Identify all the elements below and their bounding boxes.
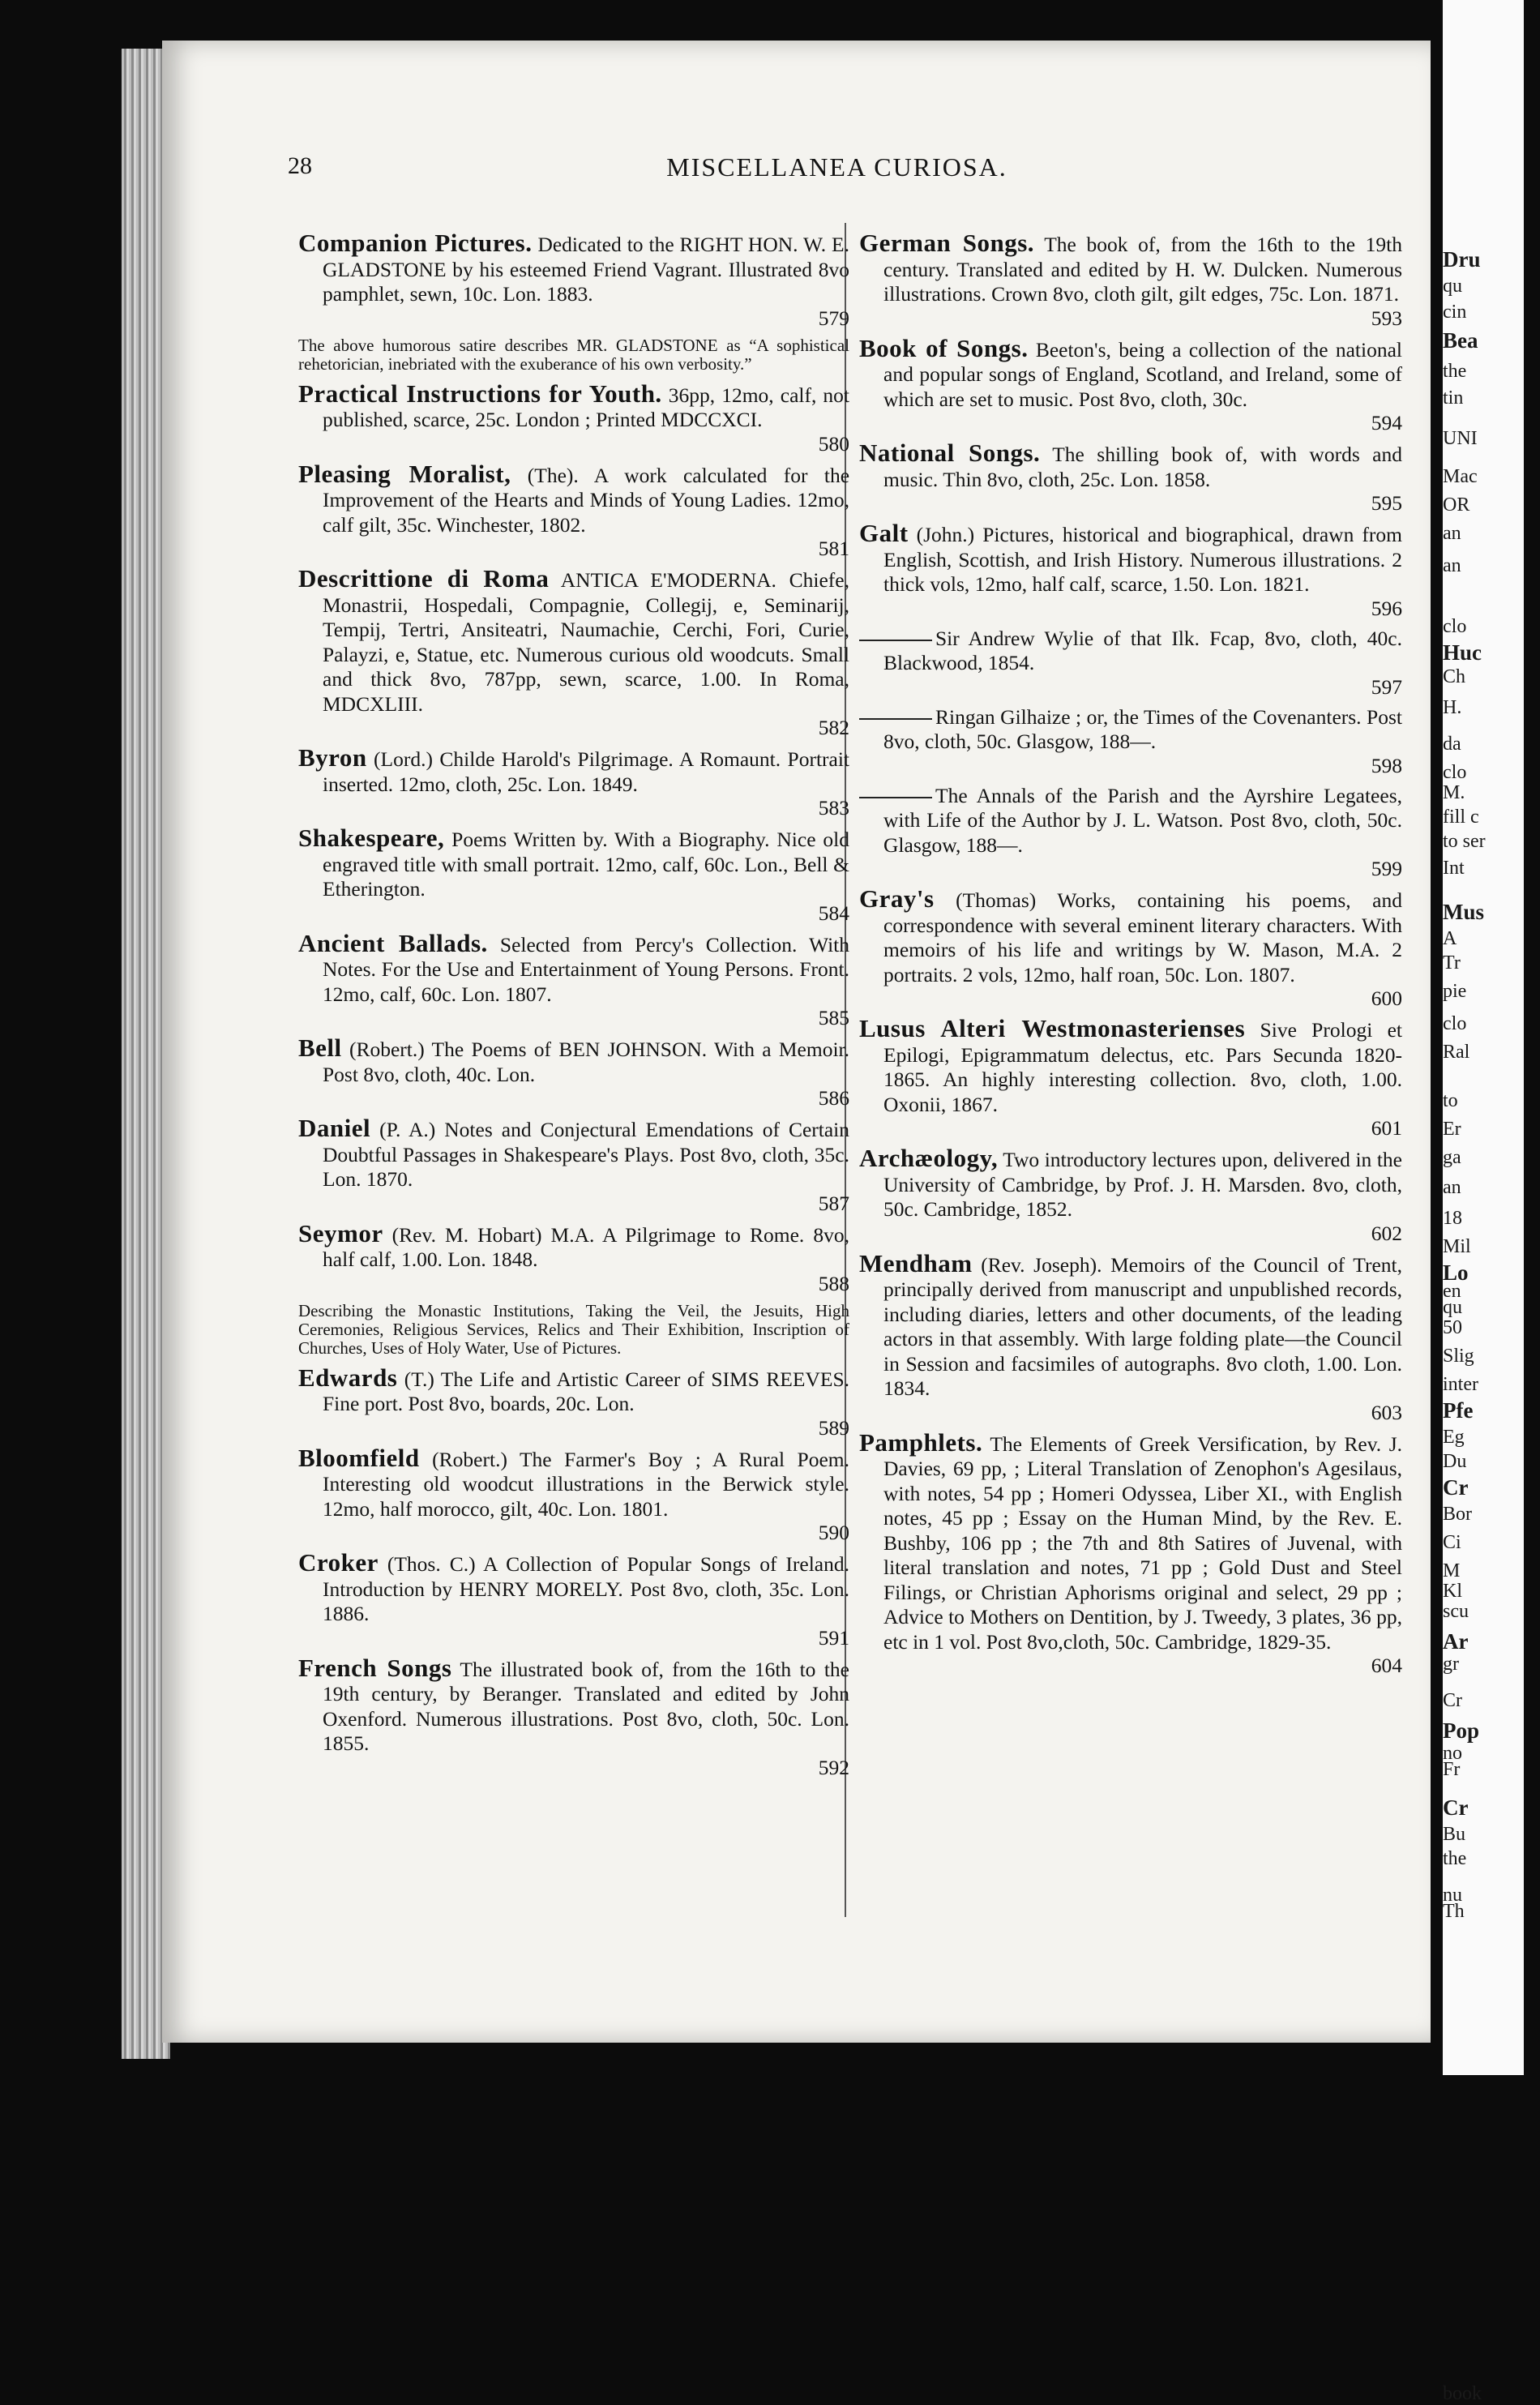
entry-text: Poems Written by. With a Biography. Nice old engraved title with small portrait. 12mo, calf, 60c. Lon., Bell & Etherington. bbox=[323, 828, 850, 901]
next-page-fragment: an bbox=[1443, 555, 1461, 576]
entry-heading: Shakespeare, bbox=[298, 824, 445, 852]
entry-text: The shilling book of, with words and music. Thin 8vo, cloth, 25c. Lon. 1858. bbox=[883, 443, 1402, 491]
entry-text: (T.) The Life and Artistic Career of SIMS REEVES. Fine port. Post 8vo, boards, 20c. Lon. bbox=[323, 1367, 849, 1415]
catalog-entry bbox=[859, 231, 1402, 329]
catalog-entry bbox=[298, 564, 849, 739]
entry-heading: Mendham bbox=[859, 1248, 973, 1277]
next-page-fragment: Eg bbox=[1443, 1427, 1465, 1448]
catalog-entry bbox=[298, 1548, 849, 1650]
catalog-entry bbox=[859, 521, 1402, 619]
entry-heading: Edwards bbox=[298, 1363, 398, 1392]
entry-text: Dedicated to the RIGHT HON. W. E. GLADSTONE by his esteemed Friend Vagrant. Illustrated 8vo pamphlet, sewn, 10c. Lon. 1883. bbox=[323, 233, 849, 306]
entry-text: ANTICA E'MODERNA. Chiefe, Monastrii, Hospedali, Compagnie, Collegij, e, Seminarij, Tempij, Tertri, Ansiteatri, Naumachie, Cerchi, Fori, Curie, Palayzi, e, Statue, etc. Numerous curious old woodcuts. Small and thick 8vo, 787pp, sewn, scarce, 1.00. In Roma, MDCXLIII. bbox=[323, 568, 849, 716]
next-page-fragment: Tr bbox=[1443, 952, 1461, 974]
page-header bbox=[288, 152, 1386, 193]
entry-text: (Rev. Joseph). Memoirs of the Council of Trent, principally derived from manuscript and unpublished records, including diaries, letters and other documents, of the leading actors in that assembly. With large folding plate—the Council in Session and facsimiles of autographs. 8vo cloth, 1.00. Lon. 1834. bbox=[883, 1252, 1402, 1400]
entry-number: 579 bbox=[818, 306, 849, 330]
entry-heading: Pleasing Moralist, bbox=[298, 459, 511, 488]
next-page-fragment: tin bbox=[1443, 387, 1464, 409]
entry-heading: National Songs. bbox=[859, 439, 1041, 467]
left-column bbox=[298, 231, 849, 1786]
next-page-fragment: the bbox=[1443, 1848, 1467, 1869]
next-page-edge bbox=[1443, 0, 1524, 2404]
catalog-entry bbox=[859, 627, 1402, 698]
entry-text: Two introductory lectures upon, delivered in the University of Cambridge, by Prof. J. H. Marsden. 8vo, cloth, 50c. Cambridge, 1852. bbox=[883, 1148, 1402, 1221]
next-page-fragment: Lo bbox=[1443, 1260, 1469, 1285]
entry-text: Ringan Gilhaize ; or, the Times of the Covenanters. Post 8vo, cloth, 50c. Glasgow, 188—. bbox=[883, 704, 1402, 753]
entry-text: (The). A work calculated for the Improvement of the Hearts and Minds of Young Ladies. 12mo, calf gilt, 35c. Winchester, 1802. bbox=[323, 463, 850, 537]
catalog-entry bbox=[298, 231, 849, 329]
next-page-fragment: Mus bbox=[1443, 900, 1485, 924]
catalog-entry bbox=[298, 379, 849, 456]
entry-number: 600 bbox=[1371, 986, 1402, 1010]
entry-text: (Thomas) Works, containing his poems, and correspondence with several eminent literary characters. With memoirs of his life and writings by W. Mason, M.A. 2 portraits. 2 vols, 12mo, half roan, 50c. Lon. 1807. bbox=[883, 888, 1402, 986]
next-page-fragment: cin bbox=[1443, 302, 1467, 323]
entry-heading: Gray's bbox=[859, 884, 935, 913]
entry-number: 595 bbox=[1371, 491, 1402, 515]
entry-text: Selected from Percy's Collection. With Notes. For the Use and Entertainment of Young Persons. Front. 12mo, calf, 60c. Lon. 1807. bbox=[323, 932, 850, 1006]
next-page-fragment: book bbox=[1443, 2383, 1482, 2404]
catalog-entry bbox=[298, 459, 850, 560]
catalog-entry bbox=[298, 1033, 849, 1110]
catalog-entry bbox=[298, 928, 850, 1029]
next-page-fragment: da bbox=[1443, 734, 1461, 755]
entry-text: The book of, from the 16th to the 19th century. Translated and edited by H. W. Dulcken. Numerous illustrations. Crown 8vo, cloth gilt, gilt edges, 75c. Lon. 1871. bbox=[883, 233, 1402, 306]
entry-number: 580 bbox=[818, 431, 849, 456]
catalog-entry bbox=[298, 743, 850, 819]
next-page-fragment: Ch bbox=[1443, 666, 1466, 687]
next-page-fragment: Mac bbox=[1443, 466, 1478, 487]
entry-number: 596 bbox=[1371, 596, 1402, 620]
catalog-entry bbox=[859, 1016, 1402, 1139]
entry-number: 589 bbox=[818, 1415, 849, 1440]
entry-number: 603 bbox=[1371, 1400, 1402, 1424]
next-page-fragment: M. bbox=[1443, 782, 1465, 803]
entry-heading: Galt bbox=[859, 519, 909, 547]
catalog-entry bbox=[859, 333, 1403, 434]
next-page-fragment: scu bbox=[1443, 1601, 1469, 1622]
entry-text: Sive Prologi et Epilogi, Epigrammatum delectus, etc. Pars Secunda 1820-1865. An highly interesting collection. 8vo, cloth, 1.00. Oxonii, 1867. bbox=[883, 1018, 1402, 1116]
entry-number: 601 bbox=[1371, 1116, 1402, 1140]
entry-heading: Daniel bbox=[298, 1114, 371, 1142]
next-page-fragment: Du bbox=[1443, 1451, 1467, 1472]
next-page-fragment: Bor bbox=[1443, 1504, 1472, 1525]
next-page-fragment: clo bbox=[1443, 616, 1467, 637]
next-page-fragment: Cr bbox=[1443, 1690, 1462, 1711]
entry-heading: Croker bbox=[298, 1548, 379, 1577]
running-title: MISCELLANEA CURIOSA. bbox=[666, 152, 1007, 182]
entry-number: 599 bbox=[1371, 857, 1402, 880]
catalog-note: Describing the Monastic Institutions, Taking the Veil, the Jesuits, High Ceremonies, Religious Services, Relics and Their Exhibition, Inscription of Churches, Uses of Holy Water, Use of Pictures. bbox=[298, 1300, 849, 1358]
entry-text: (Robert.) The Poems of BEN JOHNSON. With a Memoir. Post 8vo, cloth, 40c. Lon. bbox=[323, 1038, 849, 1086]
entry-heading: Byron bbox=[298, 743, 367, 772]
next-page-fragment: Bea bbox=[1443, 328, 1478, 353]
next-page-fragment: 18 bbox=[1443, 1208, 1462, 1229]
entry-text: (P. A.) Notes and Conjectural Emendations of Certain Doubtful Passages in Shakespeare's Plays. Post 8vo, cloth, 35c. Lon. 1870. bbox=[323, 1118, 849, 1191]
entry-number: 586 bbox=[818, 1086, 849, 1110]
next-page-fragment: OR bbox=[1443, 494, 1470, 516]
catalog-entry bbox=[859, 884, 1402, 1010]
entry-text: (Lord.) Childe Harold's Pilgrimage. A Romaunt. Portrait inserted. 12mo, cloth, 25c. Lon. 1849. bbox=[323, 747, 850, 796]
next-page-fragment: inter bbox=[1443, 1374, 1478, 1395]
entry-text: (Rev. M. Hobart) M.A. A Pilgrimage to Rome. 8vo, half calf, 1.00. Lon. 1848. bbox=[323, 1222, 849, 1271]
entry-text: (John.) Pictures, historical and biographical, drawn from English, Scottish, and Irish History. Numerous illustrations. 2 thick vols, 12mo, half calf, scarce, 1.50. Lon. 1821. bbox=[883, 523, 1402, 596]
entry-number: 593 bbox=[1371, 306, 1402, 330]
next-page-fragment: to ser bbox=[1443, 831, 1486, 852]
catalog-entry bbox=[859, 784, 1402, 880]
entry-heading: Lusus Alteri Westmonasterienses bbox=[859, 1014, 1246, 1042]
entry-text: Sir Andrew Wylie of that Ilk. Fcap, 8vo, cloth, 40c. Blackwood, 1854. bbox=[883, 626, 1402, 674]
catalog-entry bbox=[859, 1248, 1402, 1424]
entry-heading: Ancient Ballads. bbox=[298, 928, 488, 957]
next-page-fragment: ga bbox=[1443, 1147, 1461, 1168]
entry-heading: French Songs bbox=[298, 1653, 452, 1682]
catalog-entry bbox=[298, 1218, 849, 1295]
entry-heading: Practical Instructions for Youth. bbox=[298, 379, 662, 408]
catalog-entry bbox=[859, 441, 1402, 514]
entry-text: (Robert.) The Farmer's Boy ; A Rural Poem. Interesting old woodcut illustrations in the Berwick style. 12mo, half morocco, gilt, 40c. Lon. 1801. bbox=[323, 1447, 850, 1521]
next-page-fragment: Pop bbox=[1443, 1718, 1480, 1743]
next-page-fragment: Cr bbox=[1443, 1795, 1469, 1820]
catalog-entry bbox=[859, 1146, 1402, 1244]
entry-number: 585 bbox=[818, 1006, 849, 1029]
entry-heading: Archæology, bbox=[859, 1144, 999, 1172]
entry-number: 591 bbox=[818, 1625, 849, 1650]
entry-text: The illustrated book of, from the 16th to the 19th century, by Beranger. Translated and edited by John Oxenford. Numerous illustrations. Post 8vo, cloth, 50c. Lon. 1855. bbox=[323, 1657, 849, 1755]
entry-number: 598 bbox=[1371, 753, 1402, 777]
entry-heading: Pamphlets. bbox=[859, 1427, 983, 1457]
catalog-entry bbox=[859, 705, 1402, 777]
catalog-entry bbox=[298, 1653, 849, 1779]
ditto-dash bbox=[859, 640, 932, 641]
next-page-fragment: Pfe bbox=[1443, 1398, 1474, 1423]
next-page-fragment: UNI bbox=[1443, 428, 1478, 449]
entry-heading: Companion Pictures. bbox=[298, 229, 533, 257]
catalog-entry bbox=[298, 1443, 850, 1544]
right-column bbox=[859, 231, 1402, 1684]
next-page-fragment: fill c bbox=[1443, 807, 1479, 828]
next-page-fragment: Ci bbox=[1443, 1532, 1461, 1553]
next-page-fragment: Huc bbox=[1443, 640, 1482, 665]
next-page-fragment: M bbox=[1443, 1560, 1461, 1581]
entry-number: 590 bbox=[818, 1521, 849, 1544]
next-page-fragment: Er bbox=[1443, 1119, 1461, 1140]
entry-number: 588 bbox=[818, 1271, 849, 1295]
entry-number: 604 bbox=[1371, 1654, 1402, 1677]
entry-heading: Descrittione di Roma bbox=[298, 564, 550, 593]
page-number: 28 bbox=[288, 152, 312, 179]
next-page-fragment: clo bbox=[1443, 1013, 1467, 1034]
catalog-entry bbox=[298, 826, 849, 924]
entry-number: 581 bbox=[818, 537, 849, 560]
next-page-fragment: clo bbox=[1443, 762, 1467, 783]
catalog-note: The above humorous satire describes MR. GLADSTONE as “A sophistical rehetorician, inebriated with the exuberance of his own verbosity.” bbox=[298, 335, 849, 374]
entry-number: 582 bbox=[818, 716, 849, 739]
ditto-dash bbox=[859, 797, 932, 798]
next-page-fragment: Ral bbox=[1443, 1042, 1470, 1063]
next-page-fragment: Th bbox=[1443, 1901, 1465, 1922]
entry-heading: Bloomfield bbox=[298, 1443, 420, 1472]
next-page-fragment: Fr bbox=[1443, 1759, 1461, 1780]
next-page-fragment: Dru bbox=[1443, 247, 1481, 272]
entry-heading: Bell bbox=[298, 1033, 342, 1062]
next-page-fragment: gr bbox=[1443, 1654, 1459, 1675]
next-page-fragment: no bbox=[1443, 1743, 1462, 1764]
catalog-entry bbox=[298, 1363, 849, 1440]
entry-heading: German Songs. bbox=[859, 229, 1035, 257]
next-page-fragment: Kl bbox=[1443, 1581, 1462, 1602]
entry-text: (Thos. C.) A Collection of Popular Songs of Ireland. Introduction by HENRY MORELY. Post 8vo, cloth, 35c. Lon. 1886. bbox=[323, 1552, 849, 1625]
next-page-fragment: Cr bbox=[1443, 1475, 1469, 1500]
next-page-fragment: to bbox=[1443, 1090, 1458, 1111]
entry-number: 602 bbox=[1371, 1221, 1402, 1245]
next-page-fragment: Int bbox=[1443, 858, 1465, 879]
next-page-fragment: nu bbox=[1443, 1885, 1462, 1906]
entry-text: The Annals of the Parish and the Ayrshire Legatees, with Life of the Author by J. L. Watson. Post 8vo, cloth, 50c. Glasgow, 188—. bbox=[883, 783, 1402, 857]
entry-number: 592 bbox=[818, 1755, 849, 1779]
next-page-fragment: Slig bbox=[1443, 1346, 1474, 1367]
catalog-entry bbox=[298, 1116, 849, 1214]
entry-number: 594 bbox=[1371, 411, 1402, 434]
entry-text: The Elements of Greek Versification, by Rev. J. Davies, 69 pp, ; Literal Translation of Zenophon's Agesilaus, with notes, 54 pp ; Homeri Odyssea, Liber XI., with English notes, 45 pp ; Essay on the Human Mind, by the Rev. E. Bushby, 106 pp ; the 7th and 8th Satires of Juvenal, with literal translation and notes, 71 pp ; Gold Dust and Steel Filings, or Christian Aphorisms original and select, 29 pp ; Advice to Mothers on Dentition, by J. Tweedy, 3 plates, 36 pp, etc in 1 vol. Post 8vo,cloth, 50c. Cambridge, 1829-35. bbox=[883, 1431, 1402, 1654]
next-page-fragment: Ar bbox=[1443, 1629, 1469, 1654]
next-page-fragment: 50 bbox=[1443, 1317, 1462, 1338]
next-page-fragment: qu bbox=[1443, 1297, 1462, 1318]
next-page-fragment: en bbox=[1443, 1281, 1461, 1302]
entry-heading: Seymor bbox=[298, 1218, 383, 1247]
next-page-fragment: pie bbox=[1443, 981, 1467, 1002]
next-page-fragment: the bbox=[1443, 361, 1467, 382]
entry-heading: Book of Songs. bbox=[859, 333, 1029, 362]
entry-number: 584 bbox=[818, 901, 849, 925]
entry-text: 36pp, 12mo, calf, not published, scarce, 25c. London ; Printed MDCCXCI. bbox=[323, 383, 849, 431]
entry-number: 597 bbox=[1371, 674, 1402, 699]
entry-number: 583 bbox=[818, 796, 849, 819]
next-page-fragment: an bbox=[1443, 523, 1461, 544]
next-page-fragment: H. bbox=[1443, 697, 1462, 718]
next-page-fragment: qu bbox=[1443, 276, 1462, 297]
catalog-entry bbox=[859, 1427, 1402, 1677]
entry-number: 587 bbox=[818, 1191, 849, 1215]
next-page-fragment: A bbox=[1443, 928, 1457, 949]
next-page-fragment: an bbox=[1443, 1177, 1461, 1198]
next-page-fragment: Bu bbox=[1443, 1824, 1466, 1845]
next-page-fragment: Mil bbox=[1443, 1236, 1471, 1257]
entry-text: Beeton's, being a collection of the national and popular songs of England, Scotland, and Ireland, some of which are set to music. Post 8vo, cloth, 30c. bbox=[883, 337, 1403, 411]
ditto-dash bbox=[859, 718, 932, 720]
